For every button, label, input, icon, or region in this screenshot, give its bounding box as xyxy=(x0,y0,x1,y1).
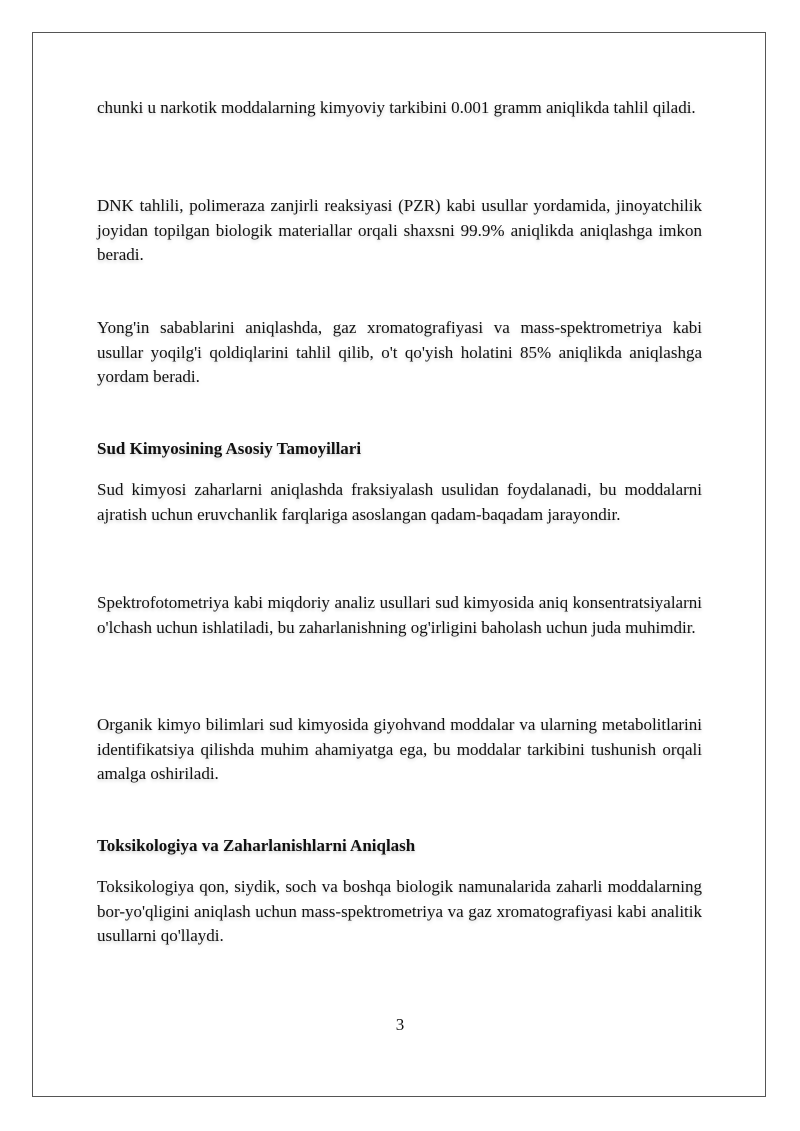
paragraph-organic-chemistry: Organik kimyo bilimlari sud kimyosida giyohvand moddalar va ularning metabolitlarini identifikatsiya qilishda muhim ahamiyatga ega, bu moddalar tarkibini tushunish orqali amalga oshiriladi. xyxy=(97,715,702,783)
section-heading-principles: Sud Kimyosining Asosiy Tamoyillari xyxy=(97,439,362,458)
paragraph-toxicology: Toksikologiya qon, siydik, soch va boshqa biologik namunalarida zaharli moddalarning bor-yo'qligini aniqlash uchun mass-spektrometriya va gaz xromatografiyasi kabi analitik usullarni qo'llaydi. xyxy=(97,877,702,945)
paragraph-fraction-1: chunki u narkotik moddalarning kimyoviy tarkibini 0.001 gramm aniqlikda tahlil qiladi. xyxy=(97,98,696,117)
paragraph-fractionation: Sud kimyosi zaharlarni aniqlashda fraksiyalash usulidan foydalanadi, bu moddalarni ajratish uchun eruvchanlik farqlariga asoslangan qadam-baqadam jarayondir. xyxy=(97,480,702,524)
page-number: 3 xyxy=(395,1015,405,1034)
paragraph-fire-causes: Yong'in sabablarini aniqlashda, gaz xromatografiyasi va mass-spektrometriya kabi usullar yoqilg'i qoldiqlarini tahlil qilib, o't qo'yish holatini 85% aniqlikda aniqlashga yordam beradi. xyxy=(97,318,702,386)
paragraph-dna-analysis: DNK tahlili, polimeraza zanjirli reaksiyasi (PZR) kabi usullar yordamida, jinoyatchilik joyidan topilgan biologik materiallar orqali shaxsni 99.9% aniqlikda aniqlashga imkon beradi. xyxy=(97,196,702,264)
section-heading-toxicology: Toksikologiya va Zaharlanishlarni Aniqlash xyxy=(97,836,416,855)
paragraph-spectrophotometry: Spektrofotometriya kabi miqdoriy analiz usullari sud kimyosida aniq konsentratsiyalarni o'lchash uchun ishlatiladi, bu zaharlanishning og'irligini baholash uchun juda muhimdir. xyxy=(97,593,702,637)
